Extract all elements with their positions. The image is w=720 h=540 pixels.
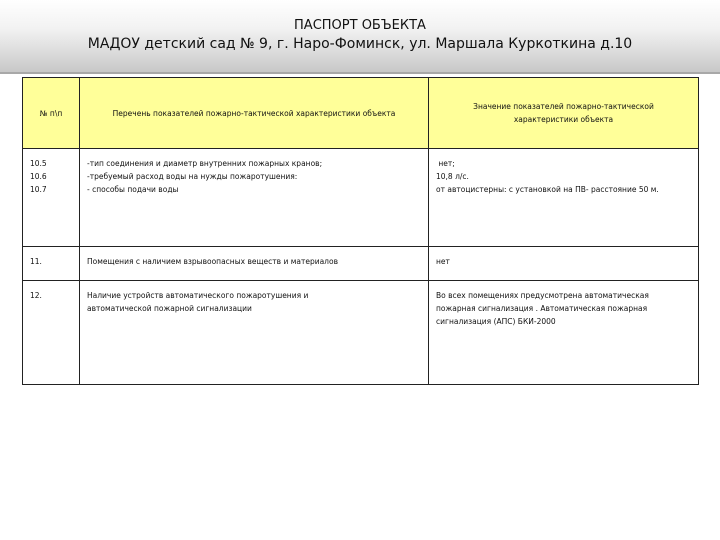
value-line: от автоцистерны: с установкой на ПВ- расстояние 50 м. bbox=[436, 185, 659, 194]
row-indicator: Наличие устройств автоматического пожаротушения и автоматической пожарной сигнализации bbox=[80, 281, 429, 385]
row-value bbox=[429, 149, 699, 247]
page-subtitle: МАДОУ детский сад № 9, г. Наро-Фоминск, ул. Маршала Куркоткина д.10 bbox=[87, 36, 633, 52]
row-indicator bbox=[80, 149, 429, 247]
row-number: 11. bbox=[23, 247, 80, 281]
row-number-line: 10.5 bbox=[30, 159, 47, 168]
title-banner bbox=[0, 0, 720, 74]
column-header-value: Значение показателей пожарно-тактической характеристики объекта bbox=[429, 78, 699, 149]
value-line: нет; bbox=[436, 159, 455, 168]
row-indicator: Помещения с наличием взрывоопасных веществ и материалов bbox=[80, 247, 429, 281]
table-header-row bbox=[23, 78, 699, 149]
row-number-line: 10.7 bbox=[30, 185, 47, 194]
row-value: нет bbox=[429, 247, 699, 281]
indicator-line: -требуемый расход воды на нужды пожаротушения: bbox=[87, 172, 298, 181]
row-value: Во всех помещениях предусмотрена автоматическая пожарная сигнализация . Автоматическая пожарная сигнализация (АПС) БКИ-2000 bbox=[429, 281, 699, 385]
column-header-indicator: Перечень показателей пожарно-тактической характеристики объекта bbox=[80, 78, 429, 149]
indicator-line: -тип соединения и диаметр внутренних пожарных кранов; bbox=[87, 159, 323, 168]
table-row bbox=[23, 281, 699, 385]
value-line: 10,8 л/с. bbox=[436, 172, 469, 181]
table-row bbox=[23, 247, 699, 281]
passport-table bbox=[22, 77, 699, 385]
column-header-number: № п\п bbox=[23, 78, 80, 149]
row-number-line: 10.6 bbox=[30, 172, 47, 181]
table-row bbox=[23, 149, 699, 247]
page-title: ПАСПОРТ ОБЪЕКТА bbox=[294, 18, 426, 33]
row-number bbox=[23, 149, 80, 247]
indicator-line: - способы подачи воды bbox=[87, 185, 179, 194]
row-number: 12. bbox=[23, 281, 80, 385]
